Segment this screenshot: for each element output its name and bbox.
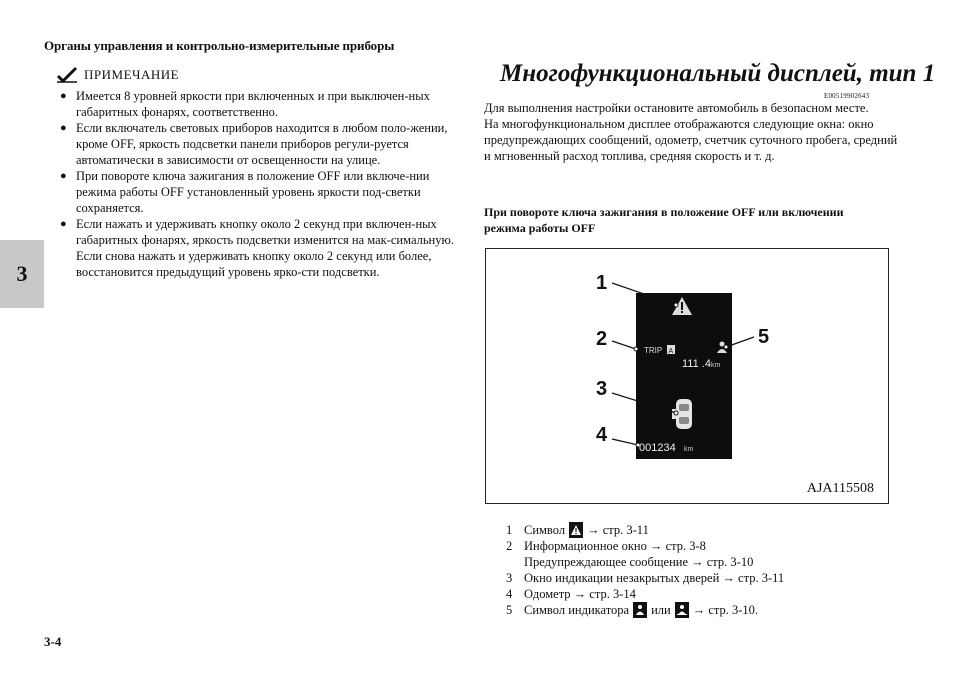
note-item: ● Если включатель световых приборов находится в любом поло-жении, кроме OFF, яркость подсветки панели приборов регули-руется автоматически в зависимости от освещенности на улице. (60, 120, 456, 168)
warning-symbol-icon (569, 522, 583, 538)
legend-row (506, 602, 784, 618)
legend-row (506, 554, 784, 570)
chapter-tab (0, 240, 44, 308)
legend-text: → стр. 3-11 (587, 523, 649, 537)
running-header: Органы управления и контрольно-измерительные приборы (44, 38, 395, 53)
legend-number: 5 (506, 603, 513, 617)
note-heading (56, 66, 179, 84)
section-intro (484, 100, 904, 164)
note-item: ● Если нажать и удерживать кнопку около 2 секунд при включен-ных габаритных фонарях, яркость подсветки изменится на мак-симальную. Если снова нажать и удерживать кнопку около 2 секунд или более, восстановится предыдущий уровень ярко-сти подсветки. (60, 216, 456, 280)
pencil-check-icon (56, 66, 78, 84)
legend-row (506, 586, 784, 602)
legend-text: Символ (524, 523, 566, 537)
seatbelt-symbol-icon (633, 602, 647, 618)
section-title: Многофункциональный дисплей, тип 1 (500, 60, 936, 87)
intro-paragraph: Для выполнения настройки остановите автомобиль в безопасном месте. (484, 101, 869, 115)
seatbelt-alt-symbol-icon (675, 602, 689, 618)
legend-number: 3 (506, 571, 513, 585)
display-illustration (486, 249, 890, 505)
note-heading-text: ПРИМЕЧАНИЕ (84, 67, 180, 82)
trip-label: TRIP (644, 346, 663, 355)
callout-number: 1 (596, 272, 608, 294)
note-item: ● Имеется 8 уровней яркости при включенных и при выключен-ных габаритных фонарях, соответственно. (60, 88, 456, 120)
note-item: ● При повороте ключа зажигания в положение OFF или включе-нии режима работы OFF установленный уровень яркости под-светки сохраняется. (60, 168, 456, 216)
legend-row (506, 570, 784, 586)
legend-text: Предупреждающее сообщение → стр. 3-10 (524, 555, 754, 569)
intro-paragraph: На многофункциональном дисплее отображаются следующие окна: окно предупреждающих сообщений, одометр, счетчик суточного пробега, средний и мгновенный расход топлива, средняя скорость и т. д. (484, 117, 898, 163)
page-number: 3-4 (44, 634, 62, 649)
note-list (60, 88, 456, 280)
trip-badge: A (668, 348, 674, 355)
legend-number: 4 (506, 587, 513, 601)
trip-unit: km (711, 362, 721, 369)
legend-text: Окно индикации незакрытых дверей → стр. 3-11 (524, 571, 785, 585)
legend-text: Одометр → стр. 3-14 (524, 587, 636, 601)
legend-row (506, 538, 784, 554)
callout-number: 5 (758, 326, 770, 348)
callout-number: 2 (596, 328, 608, 350)
legend-number: 2 (506, 539, 513, 553)
trip-value: 111 .4 (682, 358, 711, 370)
legend-text: или (651, 603, 671, 617)
figure-legend (506, 522, 784, 618)
callout-number: 3 (596, 378, 608, 400)
legend-text: Символ индикатора (524, 603, 630, 617)
subheading: При повороте ключа зажигания в положение OFF или включении режима работы OFF (484, 205, 844, 235)
legend-row (506, 522, 784, 538)
legend-text: Информационное окно → стр. 3-8 (524, 539, 706, 553)
chapter-number: 3 (16, 261, 28, 286)
legend-text: → стр. 3-10. (692, 603, 759, 617)
odometer-value: 001234 (639, 442, 676, 454)
legend-number: 1 (506, 523, 513, 537)
display-figure (485, 248, 889, 504)
display-screen (636, 293, 732, 459)
figure-caption: AJA115508 (806, 481, 874, 496)
section-code: E00519902643 (824, 92, 870, 100)
callout-number: 4 (596, 424, 608, 446)
odometer-unit: km (684, 446, 694, 453)
